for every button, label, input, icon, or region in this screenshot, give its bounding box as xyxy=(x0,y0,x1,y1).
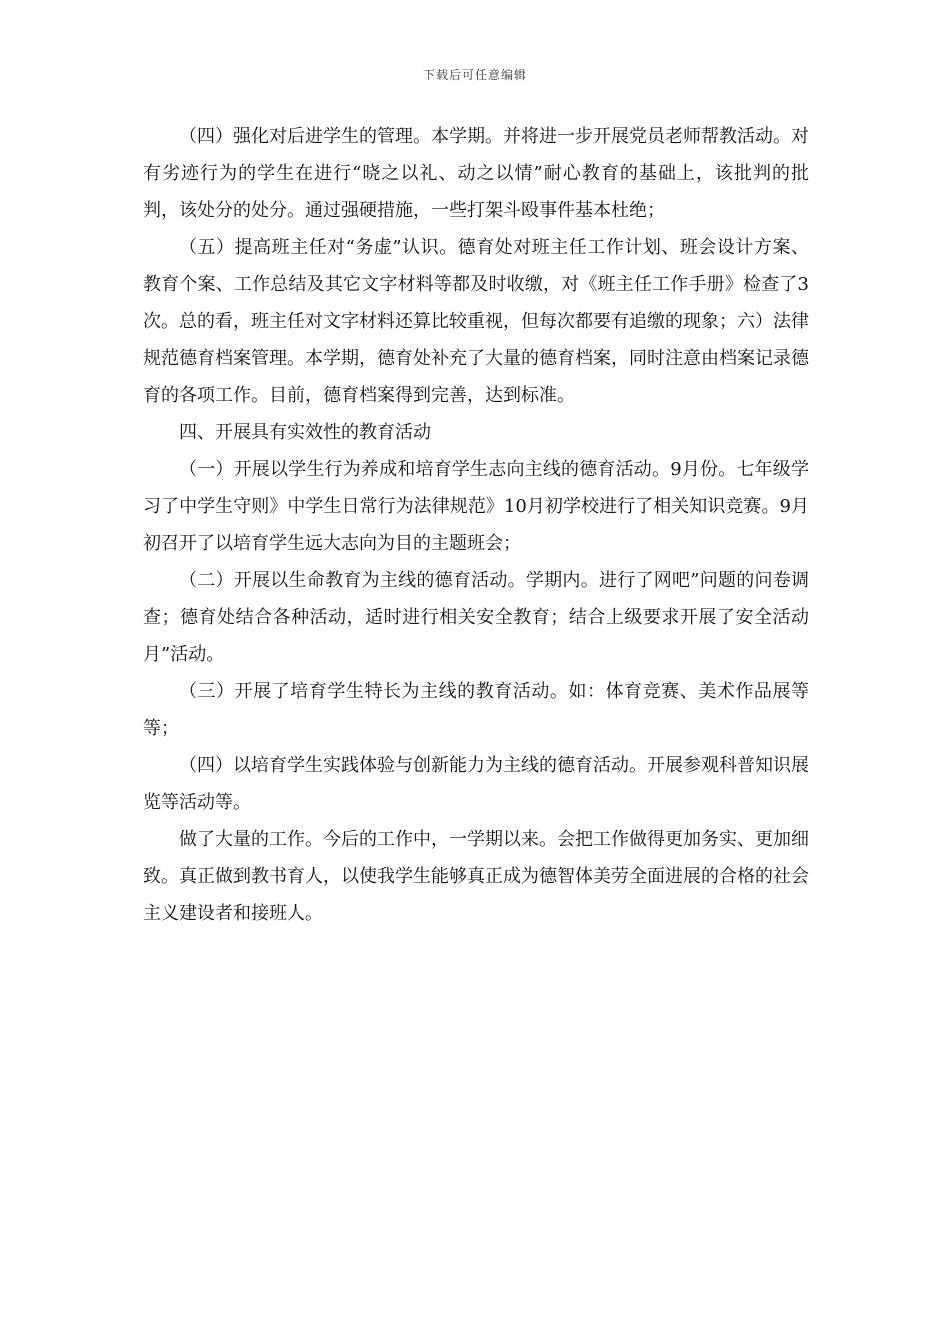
paragraph-life-education: （二）开展以生命教育为主线的德育活动。学期内。进行了网吧”问题的问卷调查；德育处结合各种活动，适时进行相关安全教育；结合上级要求开展了安全活动月”活动。 xyxy=(143,570,809,665)
section-heading-education-activities: 四、开展具有实效性的教育活动 xyxy=(179,422,431,443)
paragraph-behavior-activities: （一）开展以学生行为养成和培育学生志向主线的德育活动。9月份。七年级学习了中学生守则》中学生日常行为法律规范》10月初学校进行了相关知识竞赛。9月初召开了以培育学生远大志向为目的主题班会； xyxy=(143,459,809,554)
paragraph-conclusion: 做了大量的工作。今后的工作中，一学期以来。会把工作做得更加务实、更加细致。真正做到教书育人，以使我学生能够真正成为德智体美劳全面进展的合格的社会主义建设者和接班人。 xyxy=(143,829,809,924)
paragraph-talent-activities: （三）开展了培育学生特长为主线的教育活动。如：体育竞赛、美术作品展等等； xyxy=(143,681,809,739)
paragraph-innovation-activities: （四）以培育学生实践体验与创新能力为主线的德育活动。开展参观科普知识展览等活动等。 xyxy=(143,755,809,813)
page-header: 下载后可任意编辑 xyxy=(422,68,527,82)
paragraph-strengthen-management: （四）强化对后进学生的管理。本学期。并将进一步开展党员老师帮教活动。对有劣迹行为的学生在进行“晓之以礼、动之以情”耐心教育的基础上，该批判的批判，该处分的处分。通过强硬措施，一些打架斗殴事件基本杜绝； xyxy=(143,126,809,221)
paragraph-head-teacher-awareness: （五）提高班主任对“务虚”认识。德育处对班主任工作计划、班会设计方案、教育个案、工作总结及其它文字材料等都及时收缴，对《班主任工作手册》检查了3次。总的看，班主任对文字材料还算比较重视，但每次都要有追缴的现象；六）法律规范德育档案管理。本学期，德育处补充了大量的德育档案，同时注意由档案记录德育的各项工作。目前，德育档案得到完善，达到标准。 xyxy=(143,237,809,406)
document-body xyxy=(143,118,809,932)
